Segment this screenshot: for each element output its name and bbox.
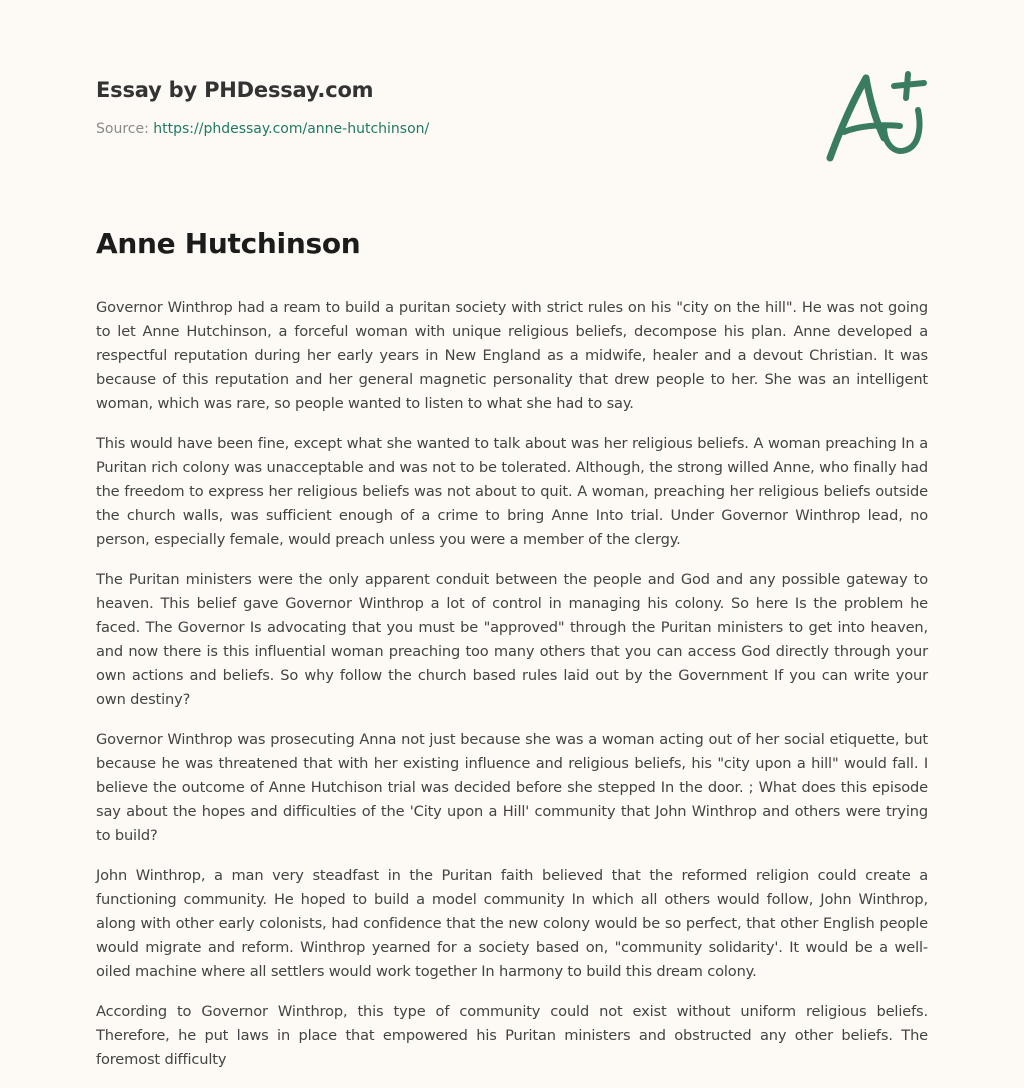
paragraph: The Puritan ministers were the only apparent conduit between the people and God and any possible gateway to heaven. This belief gave Governor Winthrop a lot of control in managing his colony. So here Is the problem he faced. The Governor Is advocating that you must be "approved" through the Puritan ministers to get into heaven, and now there is this influential woman preaching too many others that you can access God directly through your own actions and beliefs. So why follow the church based rules laid out by the Government If you can write your own destiny? [96,571,928,708]
a-plus-grade-icon [818,66,934,166]
paragraph: This would have been fine, except what she wanted to talk about was her religious beliefs. A woman preaching In a Puritan rich colony was unacceptable and was not to be tolerated. Although, the strong willed Anne, who finally had the freedom to express her religious beliefs was not about to quit. A woman, preaching her religious beliefs outside the church walls, was sufficient enough of a crime to bring Anne Into trial. Under Governor Winthrop lead, no person, especially female, would preach unless you were a member of the clergy. [96,435,928,548]
paragraph: Governor Winthrop was prosecuting Anna not just because she was a woman acting out of her social etiquette, but because he was threatened that with her existing influence and religious beliefs, his "city upon a hill" would fall. I believe the outcome of Anne Hutchison trial was decided before she stepped In the door. ; What does this episode say about the hopes and difficulties of the 'City upon a Hill' community that John Winthrop and others were trying to build? [96,731,928,844]
brand-title: Essay by PHDessay.com [96,78,374,102]
source-link[interactable]: https://phdessay.com/anne-hutchinson/ [153,121,430,137]
article [96,222,928,1088]
source-label: Source: [96,121,149,137]
article-body [96,296,928,1072]
paragraph: Governor Winthrop had a ream to build a puritan society with strict rules on his "city on the hill". He was not going to let Anne Hutchinson, a forceful woman with unique religious beliefs, decompose his plan. Anne developed a respectful reputation during her early years in New England as a midwife, healer and a devout Christian. It was because of this reputation and her general magnetic personality that drew people to her. She was an intelligent woman, which was rare, so people wanted to listen to what she had to say. [96,299,928,412]
article-title: Anne Hutchinson [96,227,361,260]
source-line [96,119,928,139]
paragraph: According to Governor Winthrop, this type of community could not exist without uniform religious beliefs. Therefore, he put laws in place that empowered his Puritan ministers and obstructed any other beliefs. The foremost difficulty [96,1003,928,1068]
page-header [96,74,928,139]
paragraph: John Winthrop, a man very steadfast in the Puritan faith believed that the reformed religion could create a functioning community. He hoped to build a model community In which all others would follow, John Winthrop, along with other early colonists, had confidence that the new colony would be so perfect, that other English people would migrate and reform. Winthrop yearned for a society based on, "community solidarity'. It would be a well-oiled machine where all settlers would work together In harmony to build this dream colony. [96,867,928,980]
